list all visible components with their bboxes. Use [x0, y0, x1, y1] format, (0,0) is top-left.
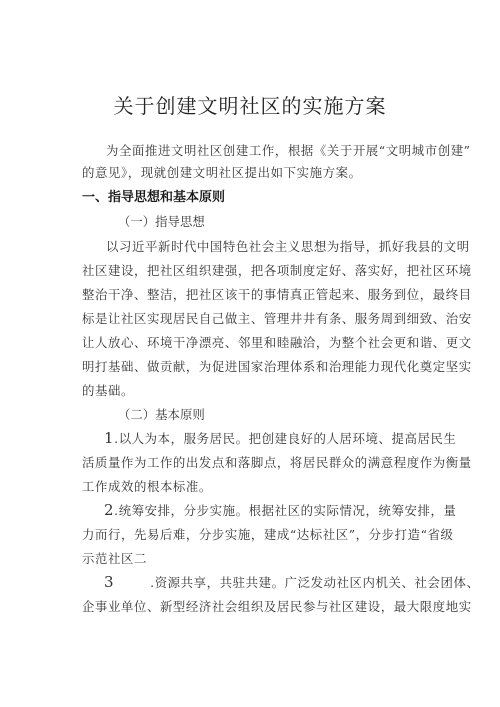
paragraph-line: 力而行，先易后难，分步实施，建成“达标社区”，分步打造“省级 — [82, 527, 454, 542]
item-text: .以人为本，服务居民。把创建良好的人居环境、提高居民生 — [114, 431, 457, 446]
paragraph-line: 社区建设，把社区组织建强，把各项制度定好、落实好，把社区环境 — [82, 263, 472, 278]
paragraph-line: 工作成效的根本标准。 — [82, 479, 212, 494]
page-title: 关于创建文明社区的实施方案 — [113, 94, 387, 118]
list-item — [104, 501, 456, 519]
list-item — [104, 429, 456, 447]
item-text: .资源共享，共驻共建。广泛发动社区内机关、社会团体、 — [150, 575, 480, 590]
subsection-heading: （二）基本原则 — [118, 407, 205, 422]
item-text: .统筹安排，分步实施。根据社区的实际情况，统筹安排，量 — [114, 503, 457, 518]
paragraph-line: 活质量作为工作的出发点和落脚点，将居民群众的满意程度作为衡量 — [82, 455, 472, 470]
paragraph-line: 整治干净、整洁，把社区该干的事情真正管起来、服务到位，最终目 — [82, 287, 472, 302]
item-number: 3 — [104, 573, 115, 591]
list-item — [104, 573, 479, 591]
paragraph-line: 示范社区二 — [82, 551, 147, 566]
item-number: 1 — [104, 429, 115, 447]
item-number: 2 — [104, 501, 115, 519]
paragraph-line: 企事业单位、新型经济社会组织及居民参与社区建设，最大限度地实 — [82, 599, 472, 614]
paragraph-line: 的基础。 — [82, 383, 134, 398]
intro-line: 为全面推进文明社区创建工作，根据《关于开展“文明城市创建” — [106, 143, 471, 158]
paragraph-line: 标是让社区实现居民自己做主、管理井井有条、服务周到细致、治安 — [82, 311, 472, 326]
intro-line: 的意见》，现就创建文明社区提出如下实施方案。 — [82, 165, 362, 180]
subsection-heading: （一）指导思想 — [118, 214, 205, 229]
paragraph-line: 以习近平新时代中国特色社会主义思想为指导，抓好我县的文明 — [106, 239, 470, 254]
section-heading: 一、指导思想和基本原则 — [82, 190, 226, 205]
paragraph-line: 让人放心、环境干净漂亮、邻里和睦融洽，为整个社会更和谐、更文 — [82, 335, 472, 350]
paragraph-line: 明打基础、做贡献，为促进国家治理体系和治理能力现代化奠定坚实 — [82, 359, 472, 374]
